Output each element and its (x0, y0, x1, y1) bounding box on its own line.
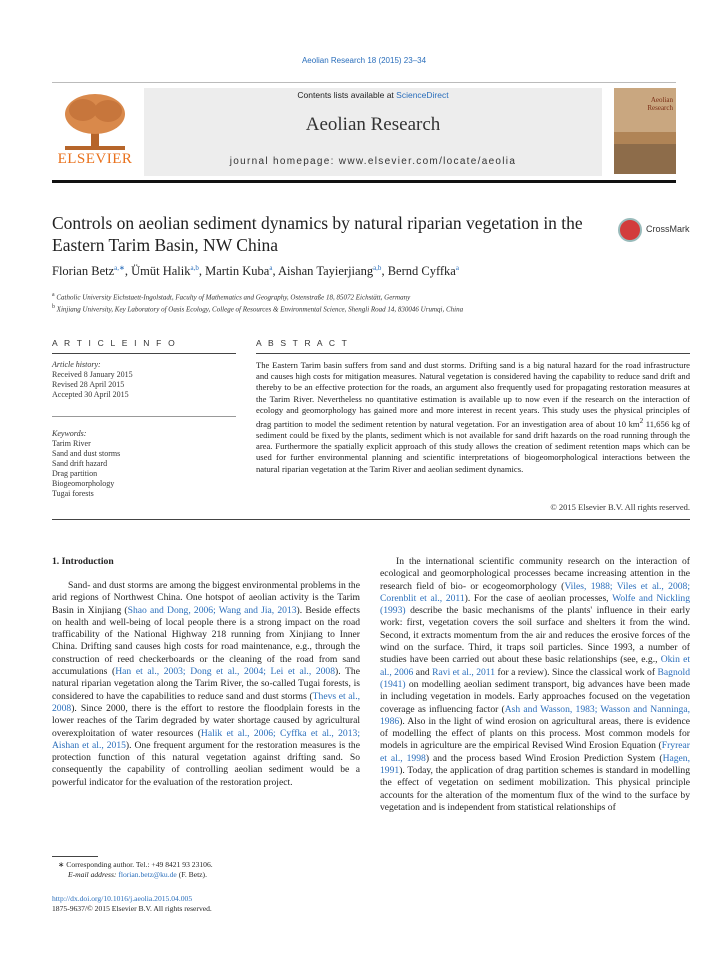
email-label: E-mail address: (68, 870, 119, 879)
keyword: Drag partition (52, 469, 98, 478)
journal-reference[interactable]: Aeolian Research 18 (2015) 23–34 (301, 56, 427, 65)
footnote-rule (52, 856, 98, 857)
history-label: Article history: (52, 360, 101, 369)
left-column (52, 580, 360, 789)
body-text: In the international scientific community research on the interaction of ecological and geomorphological processes became increasing attention in the research field of bio- or ecogeomorphology ( (380, 556, 690, 592)
citation-link[interactable]: Fryrear et al., 1998 (380, 740, 690, 764)
author-affiliation-marker[interactable]: a,b (373, 264, 382, 272)
sciencedirect-link[interactable]: ScienceDirect (396, 90, 449, 100)
body-text: ). Also in the light of wind erosion on agricultural areas, there is evidence of modelling the effect of plants on this process. Most common models for models in agriculture are the empirical Revised Wind Erosion Equation ( (380, 715, 690, 752)
citation-link[interactable]: Shao and Dong, 2006; Wang and Jia, 2013 (127, 604, 297, 616)
body-text: for a review). Since the classical work of (495, 666, 658, 678)
email-link[interactable]: florian.betz@ku.de (118, 870, 177, 879)
affiliation (52, 290, 676, 302)
header-divider (52, 82, 676, 83)
citation-link[interactable]: Han et al., 2003; Dong et al., 2004; Lei et al., 2008 (115, 666, 336, 678)
tree-logo-icon (55, 92, 135, 152)
article-history (52, 360, 236, 400)
body-text: ). The natural riparian vegetation along the Tarim River, the so-called Tugai forests, is considered to have the capabilities to reduce sand and dust storms ( (52, 666, 360, 702)
author[interactable]: Martin Kuba (205, 264, 270, 279)
history-accepted: Accepted 30 April 2015 (52, 390, 129, 399)
header-thick-rule (52, 180, 676, 183)
crossmark-badge[interactable] (618, 218, 698, 248)
citation-link[interactable]: Ravi et al., 2011 (432, 666, 496, 678)
intro-paragraph (52, 580, 360, 789)
abstract-bottom-rule (52, 519, 690, 520)
citation-link[interactable]: Okin et al., 2006 (380, 654, 691, 678)
author-affiliation-marker[interactable]: a,b (190, 264, 199, 272)
keyword: Biogeomorphology (52, 479, 115, 488)
journal-title: Aeolian Research (305, 114, 441, 135)
author[interactable]: Ümüt Halik (131, 264, 191, 279)
contents-prefix: Contents lists available at (297, 90, 397, 100)
author-affiliation-marker[interactable]: a (269, 264, 273, 272)
journal-cover[interactable] (614, 88, 676, 174)
article-title: Controls on aeolian sediment dynamics by natural riparian vegetation in the Eastern Tarim Basin, NW China (52, 213, 583, 255)
author[interactable]: Florian Betz (52, 264, 115, 279)
author-list: Florian Betz$^{a,∗}$, Ümüt Halik$^{a,b}$, Martin Kuba$^a$, Aishan Tayierjiang$^{a,b}$, Bernd Cyffka$^a$ (52, 264, 459, 279)
corresponding-author: ∗ Corresponding author. Tel.: +49 8421 93 23106. (58, 860, 213, 869)
history-revised: Revised 28 April 2015 (52, 380, 125, 389)
right-column (380, 556, 690, 814)
body-text: ). Today, the application of drag partition schemes is standard in modelling the effect of vegetation on sediment mobilization. This physical principle accounts for the alteration of the momentum flux of the wind to the surface by vegetation and is independent from statistical relationships of (380, 765, 690, 813)
affiliation-text: Xinjiang University, Key Laboratory of Oasis Ecology, College of Resources & Environmental Science, Shengli Road 14, 830046 Urumqi, China (56, 305, 464, 314)
article-info-heading: A R T I C L E I N F O (52, 338, 177, 348)
cover-image-lower (614, 144, 676, 174)
contents-line (144, 90, 602, 100)
affiliations (52, 290, 676, 315)
keyword: Tugai forests (52, 489, 94, 498)
elsevier-logo (55, 92, 135, 168)
body-text: and (413, 666, 433, 678)
email-line (58, 870, 358, 880)
author-affiliation-marker[interactable]: a (455, 264, 459, 272)
abstract-text (256, 360, 690, 475)
body-text: on modelling aeolian sediment transport, big advances have been made in including vegetation in models. Early approaches focused on the vegetation coverage as influencing factor ( (380, 678, 690, 715)
keyword: Tarim River (52, 439, 91, 448)
journal-homepage[interactable]: journal homepage: www.elsevier.com/locate/aeolia (229, 156, 517, 167)
doi-link[interactable]: http://dx.doi.org/10.1016/j.aeolia.2015.04.005 (52, 894, 193, 903)
body-text: Sand- and dust storms are among the biggest environmental problems in the arid regions of Northwest China. One hotspot of aeolian activity is the Tarim Basin in Xinjiang ( (52, 580, 360, 616)
keyword: Sand and dust storms (52, 449, 121, 458)
affiliation (52, 302, 676, 314)
publisher-name: ELSEVIER (57, 151, 133, 167)
article-info-rule (52, 353, 236, 354)
body-text: ) and the process based Wind Erosion Prediction System ( (425, 752, 663, 764)
crossmark-label: CrossMark (646, 224, 690, 234)
citation-link[interactable]: Thevs et al., 2008 (52, 690, 360, 714)
keyword: Sand drift hazard (52, 459, 108, 468)
citation-link[interactable]: Viles, 1988; Viles et al., 2008; Corenblit et al., 2011 (380, 580, 690, 604)
author-affiliation-marker[interactable]: a,∗ (114, 264, 125, 272)
abstract-part: The Eastern Tarim basin suffers from sand and dust storms. Drifting sand is a big natural hazard for the road infrastructure and causes high costs for mitigation measures. Natural vegetation is considered having the capability to reduce sand drift and thereby to be an effective protection for the roads, an argument also frequently used for propagating restoration measures at the Tarim River. Nevertheless no quantitative estimation is available up to now even if the research on the interaction of ecology and geomorphology has gained more and more interest in recent years. This study uses the physical principles of drag partition to model the sediment retention by natural vegetation. For an investigation area of about 10 km (256, 360, 690, 429)
body-text: ). One frequent argument for the restoration measures is the protection function of this natural vegetation against drifting sand. So consequently the capability of controlling aeolian sediment would be a powerful indicator for the evaluation of the restoration project. (52, 739, 360, 788)
citation-link[interactable]: Halik et al., 2006; Cyffka et al., 2013; Aishan et al., 2015 (52, 727, 360, 751)
citation-link[interactable]: Ash and Wasson, 1983; Wasson and Nanninga, 1986 (380, 703, 690, 727)
abstract-rule (256, 353, 690, 354)
abstract-superscript: 2 (639, 417, 644, 426)
citation-link[interactable]: Wolfe and Nickling (1993) (380, 592, 690, 617)
author[interactable]: Aishan Tayierjiang (278, 264, 374, 279)
body-text: describe the basic mechanisms of the plants' influence in their early work: first, vegetation covers the soil surface and shelters it from the wind. Second, it extracts momentum from the air and reduces the erosive forces of the wind on the surface. Third, it traps soil particles. Since 1993, a number of studies have been carried out about these basic relationships (see, e.g., (380, 605, 690, 666)
doi-block (52, 894, 352, 914)
author[interactable]: Bernd Cyffka (387, 264, 456, 279)
citation-link[interactable]: Hagen, 1991 (380, 752, 690, 777)
keywords-rule (52, 416, 236, 417)
affiliation-text: Catholic University Eichstaett-Ingolstadt, Faculty of Mathematics and Geography, Ostenstraße 18, 85072 Eichstätt, Germany (56, 293, 411, 302)
corresponding-author-note (58, 860, 358, 880)
affiliation-marker: b (52, 304, 55, 311)
copyright: © 2015 Elsevier B.V. All rights reserved. (550, 502, 690, 512)
email-suffix: (F. Betz). (176, 870, 207, 879)
keywords (52, 429, 236, 499)
affiliation-marker: a (52, 292, 55, 298)
abstract-part: 11,656 kg of sediment could be fixed by the plants, sediment which is not available for sand drift hazards on the road running through the area. Furthermore the spatially explicit approach of this study allows the creation of sediment retention maps which can be used for further environmental planning and scientific interpretations of biogeomorphological interactions between the natural riparian vegetation at the Tarim River and aeolian sediment dynamics. (256, 418, 691, 474)
section-heading-introduction: 1. Introduction (52, 556, 114, 567)
body-text: ). Beside effects on health and well-being of local people there is a strong impact on the road trafficability of the National Highway 218 running from Xinjiang to Inner China. Drifting sand causes high costs for road maintenance, e.g., through the construction of reed checkerboards or the cleaning of the road from sand accumulations ( (52, 604, 360, 678)
crossmark-icon (618, 218, 642, 242)
abstract-heading: A B S T R A C T (256, 338, 350, 348)
history-received: Received 8 January 2015 (52, 370, 133, 379)
citation-link[interactable]: Bagnold (1941) (380, 666, 690, 690)
intro-paragraph (380, 556, 690, 814)
body-text: ). For the case of aeolian processes, (464, 592, 613, 604)
body-text: ). Since 2000, there is the effort to restore the floodplain forests in the lower reaches of the Tarim degraded by water shortage caused by agricultural overexploitation of water resources ( (52, 702, 360, 739)
cover-title: Aeolian Research (647, 96, 673, 112)
issn: 1875-9637/© 2015 Elsevier B.V. All rights reserved. (52, 904, 212, 913)
keywords-label: Keywords: (52, 429, 87, 438)
